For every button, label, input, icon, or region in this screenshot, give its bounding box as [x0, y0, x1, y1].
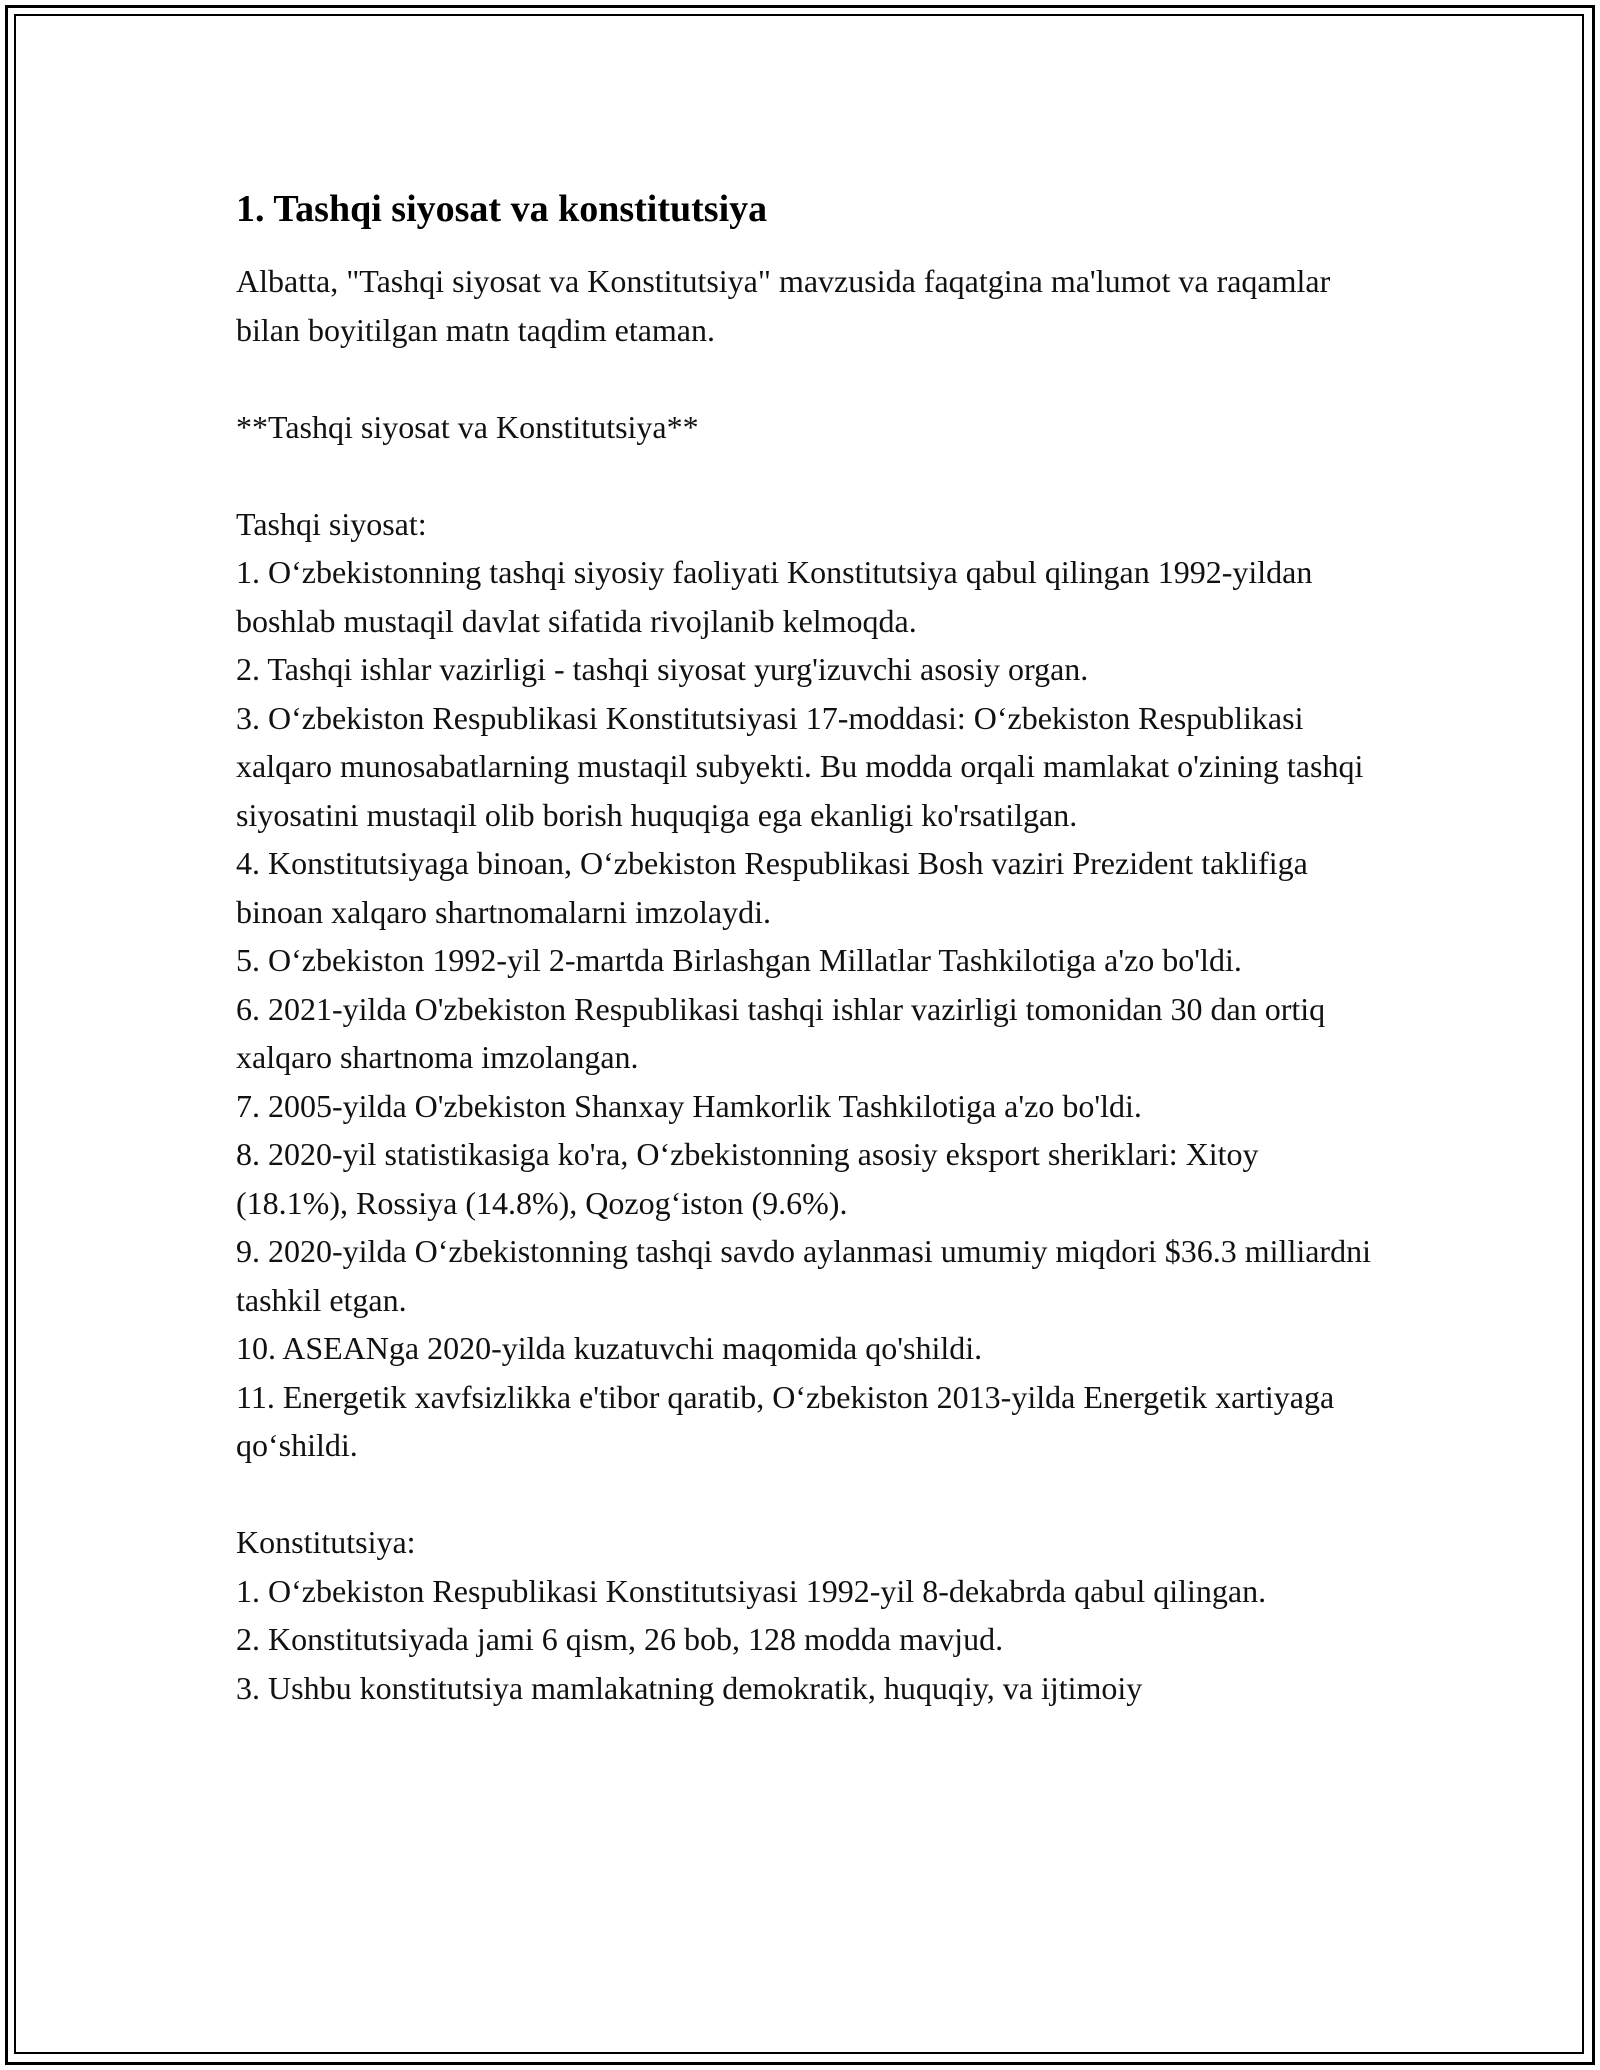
document-heading: 1. Tashqi siyosat va konstitutsiya — [236, 188, 768, 230]
list-item: 10. ASEANga 2020-yilda kuzatuvchi maqomida qo'shildi. — [236, 1330, 983, 1366]
section-constitution — [236, 1518, 1376, 1712]
spacer — [236, 354, 1376, 403]
document-subtitle: **Tashqi siyosat va Konstitutsiya** — [236, 408, 699, 445]
list-item: 6. 2021-yilda O'zbekiston Respublikasi tashqi ishlar vazirligi tomonidan 30 dan ortiq xalqaro shartnoma imzolangan. — [236, 990, 1326, 1075]
list-item: 11. Energetik xavfsizlikka e'tibor qaratib, O‘zbekiston 2013-yilda Energetik xartiyaga qo‘shildi. — [236, 1378, 1335, 1463]
list-item: 3. O‘zbekiston Respublikasi Konstitutsiyasi 17-moddasi: O‘zbekiston Respublikasi xalqaro munosabatlarning mustaqil subyekti. Bu modda orqali mamlakat o'zining tashqi siyosatini mustaqil olib borish huquqiga ega ekanligi ko'rsatilgan. — [236, 699, 1364, 833]
list-item: 7. 2005-yilda O'zbekiston Shanxay Hamkorlik Tashkilotiga a'zo bo'ldi. — [236, 1087, 1142, 1124]
section-foreign-policy — [236, 500, 1376, 1470]
list-item: 3. Ushbu konstitutsiya mamlakatning demokratik, huquqiy, va ijtimoiy — [236, 1669, 1143, 1706]
list-item: 1. O‘zbekiston Respublikasi Konstitutsiyasi 1992-yil 8-dekabrda qabul qilingan. — [236, 1572, 1267, 1609]
intro-paragraph: Albatta, "Tashqi siyosat va Konstitutsiya" mavzusida faqatgina ma'lumot va raqamlar bilan boyitilgan matn taqdim etaman. — [236, 263, 1331, 348]
list-item: 2. Tashqi ishlar vazirligi - tashqi siyosat yurg'izuvchi asosiy organ. — [236, 651, 1089, 687]
section-title: Tashqi siyosat: — [236, 505, 427, 542]
list-item: 4. Konstitutsiyaga binoan, O‘zbekiston Respublikasi Bosh vaziri Prezident taklifiga binoan xalqaro shartnomalarni imzolaydi. — [236, 845, 1308, 930]
spacer — [236, 1470, 1376, 1519]
list-item: 8. 2020-yil statistikasiga ko'ra, O‘zbekistonning asosiy eksport sheriklari: Xitoy (18.1%), Rossiya (14.8%), Qozog‘iston (9.6%). — [236, 1136, 1259, 1221]
list-item: 9. 2020-yilda O‘zbekistonning tashqi savdo aylanmasi umumiy miqdori $36.3 milliardni tashkil etgan. — [236, 1233, 1371, 1318]
list-item: 2. Konstitutsiyada jami 6 qism, 26 bob, 128 modda mavjud. — [236, 1621, 1004, 1657]
section-title: Konstitutsiya: — [236, 1524, 416, 1560]
list-item: 1. O‘zbekistonning tashqi siyosiy faoliyati Konstitutsiya qabul qilingan 1992-yildan boshlab mustaqil davlat sifatida rivojlanib kelmoqda. — [236, 554, 1313, 639]
spacer — [236, 451, 1376, 500]
list-item: 5. O‘zbekiston 1992-yil 2-martda Birlashgan Millatlar Tashkilotiga a'zo bo'ldi. — [236, 942, 1242, 978]
document-body — [236, 185, 1376, 1712]
